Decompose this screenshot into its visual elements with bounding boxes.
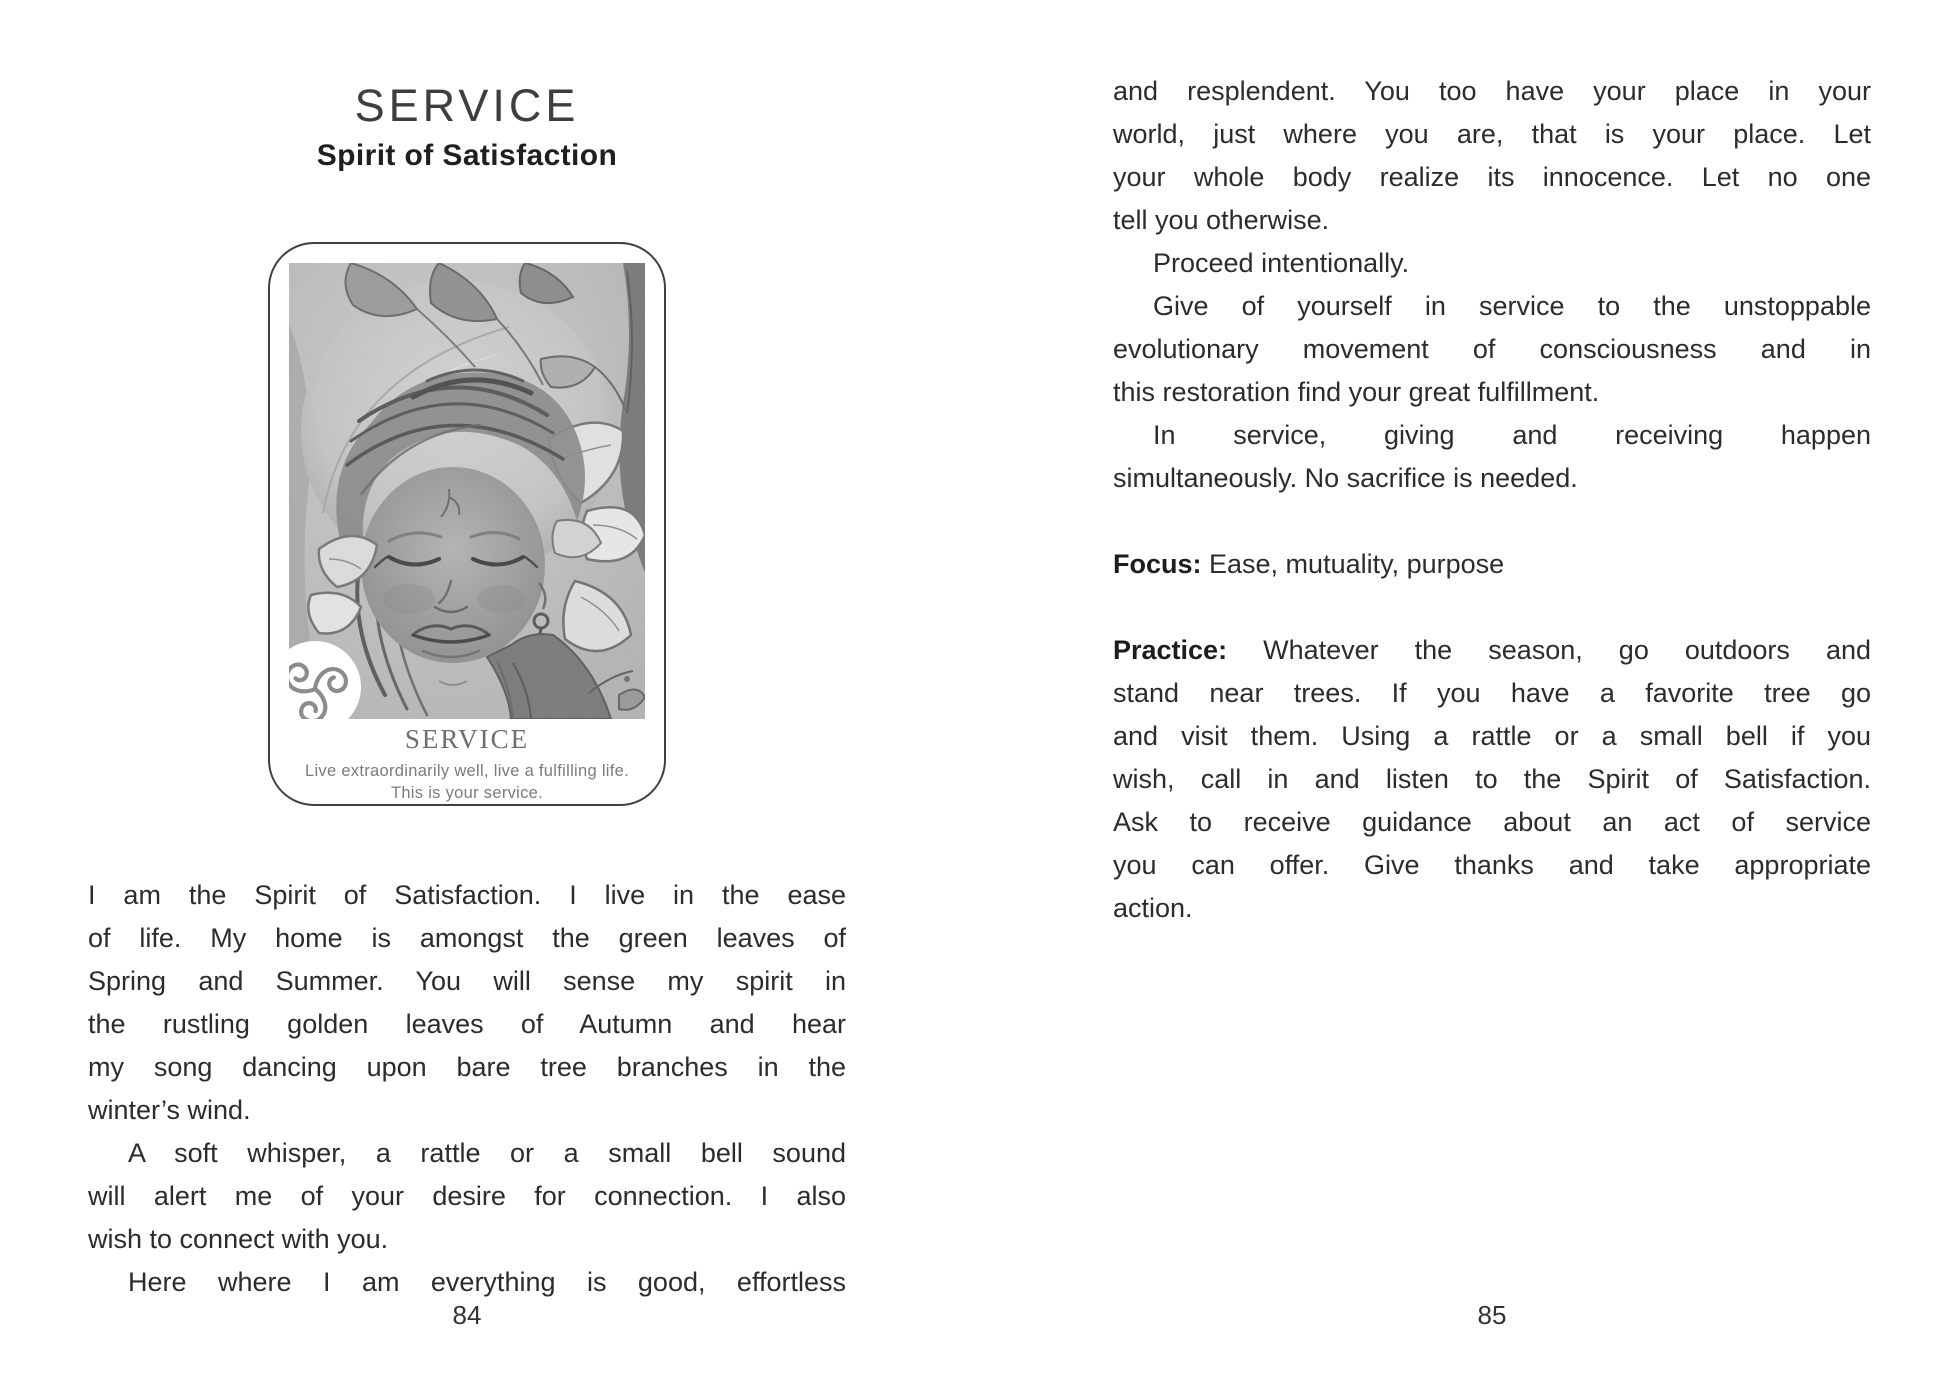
text-line: action. [1113,893,1193,923]
text-line: In service, giving and receiving happen [1153,420,1871,450]
text-line: and visit them. Using a rattle or a small bell if you [1113,721,1871,751]
text-line: Ask to receive guidance about an act of service [1113,807,1871,837]
bold-lead-in: Focus: [1113,549,1202,579]
bold-lead-in: Practice: [1113,635,1228,665]
paragraph-gap [1113,500,1871,543]
page-number-right: 85 [1477,1300,1507,1330]
card-caption-line: This is your service. [390,784,544,802]
text-line: I am the Spirit of Satisfaction. I live in the ease [88,880,846,910]
text-line: Practice: Whatever the season, go outdoors and [1113,635,1871,665]
page-title: SERVICE [354,80,580,131]
text-line: and resplendent. You too have your place in your [1113,76,1871,106]
text-line: tell you otherwise. [1113,205,1330,235]
card-caption [270,760,664,804]
text-line: you can offer. Give thanks and take appropriate [1113,850,1871,880]
text-line: my song dancing upon bare tree branches in the [88,1052,846,1082]
text-line: Spring and Summer. You will sense my spirit in [88,966,846,996]
page-number-left: 84 [452,1300,482,1330]
oracle-card [268,242,666,806]
text-line: your whole body realize its innocence. Let no one [1113,162,1871,192]
text-line: simultaneously. No sacrifice is needed. [1113,463,1578,493]
text-line: Focus: Ease, mutuality, purpose [1113,549,1505,579]
card-title: SERVICE [404,724,530,754]
page-subtitle: Spirit of Satisfaction [316,139,618,172]
text-line: wish, call in and listen to the Spirit of Satisfaction. [1113,764,1871,794]
body-text-left [88,874,846,1304]
paragraph-gap [1113,586,1871,629]
card-illustration [289,263,645,719]
text-line: this restoration find your great fulfillment. [1113,377,1600,407]
text-line: the rustling golden leaves of Autumn and hear [88,1009,846,1039]
left-page [88,0,846,1400]
text-line: wish to connect with you. [88,1224,389,1254]
text-line: of life. My home is amongst the green leaves of [88,923,846,953]
card-caption-line: Live extraordinarily well, live a fulfilling life. [304,762,630,780]
body-text-right [1113,70,1871,930]
text-line: Give of yourself in service to the unstoppable [1153,291,1871,321]
text-line: world, just where you are, that is your place. Let [1113,119,1871,149]
text-line: stand near trees. If you have a favorite tree go [1113,678,1871,708]
right-page [1113,0,1871,1400]
text-line: Here where I am everything is good, effortless [128,1267,846,1297]
text-line: Proceed intentionally. [1153,248,1410,278]
text-line: A soft whisper, a rattle or a small bell sound [128,1138,846,1168]
text-line: winter’s wind. [88,1095,251,1125]
text-line: evolutionary movement of consciousness and in [1113,334,1871,364]
text-line: will alert me of your desire for connection. I also [88,1181,846,1211]
